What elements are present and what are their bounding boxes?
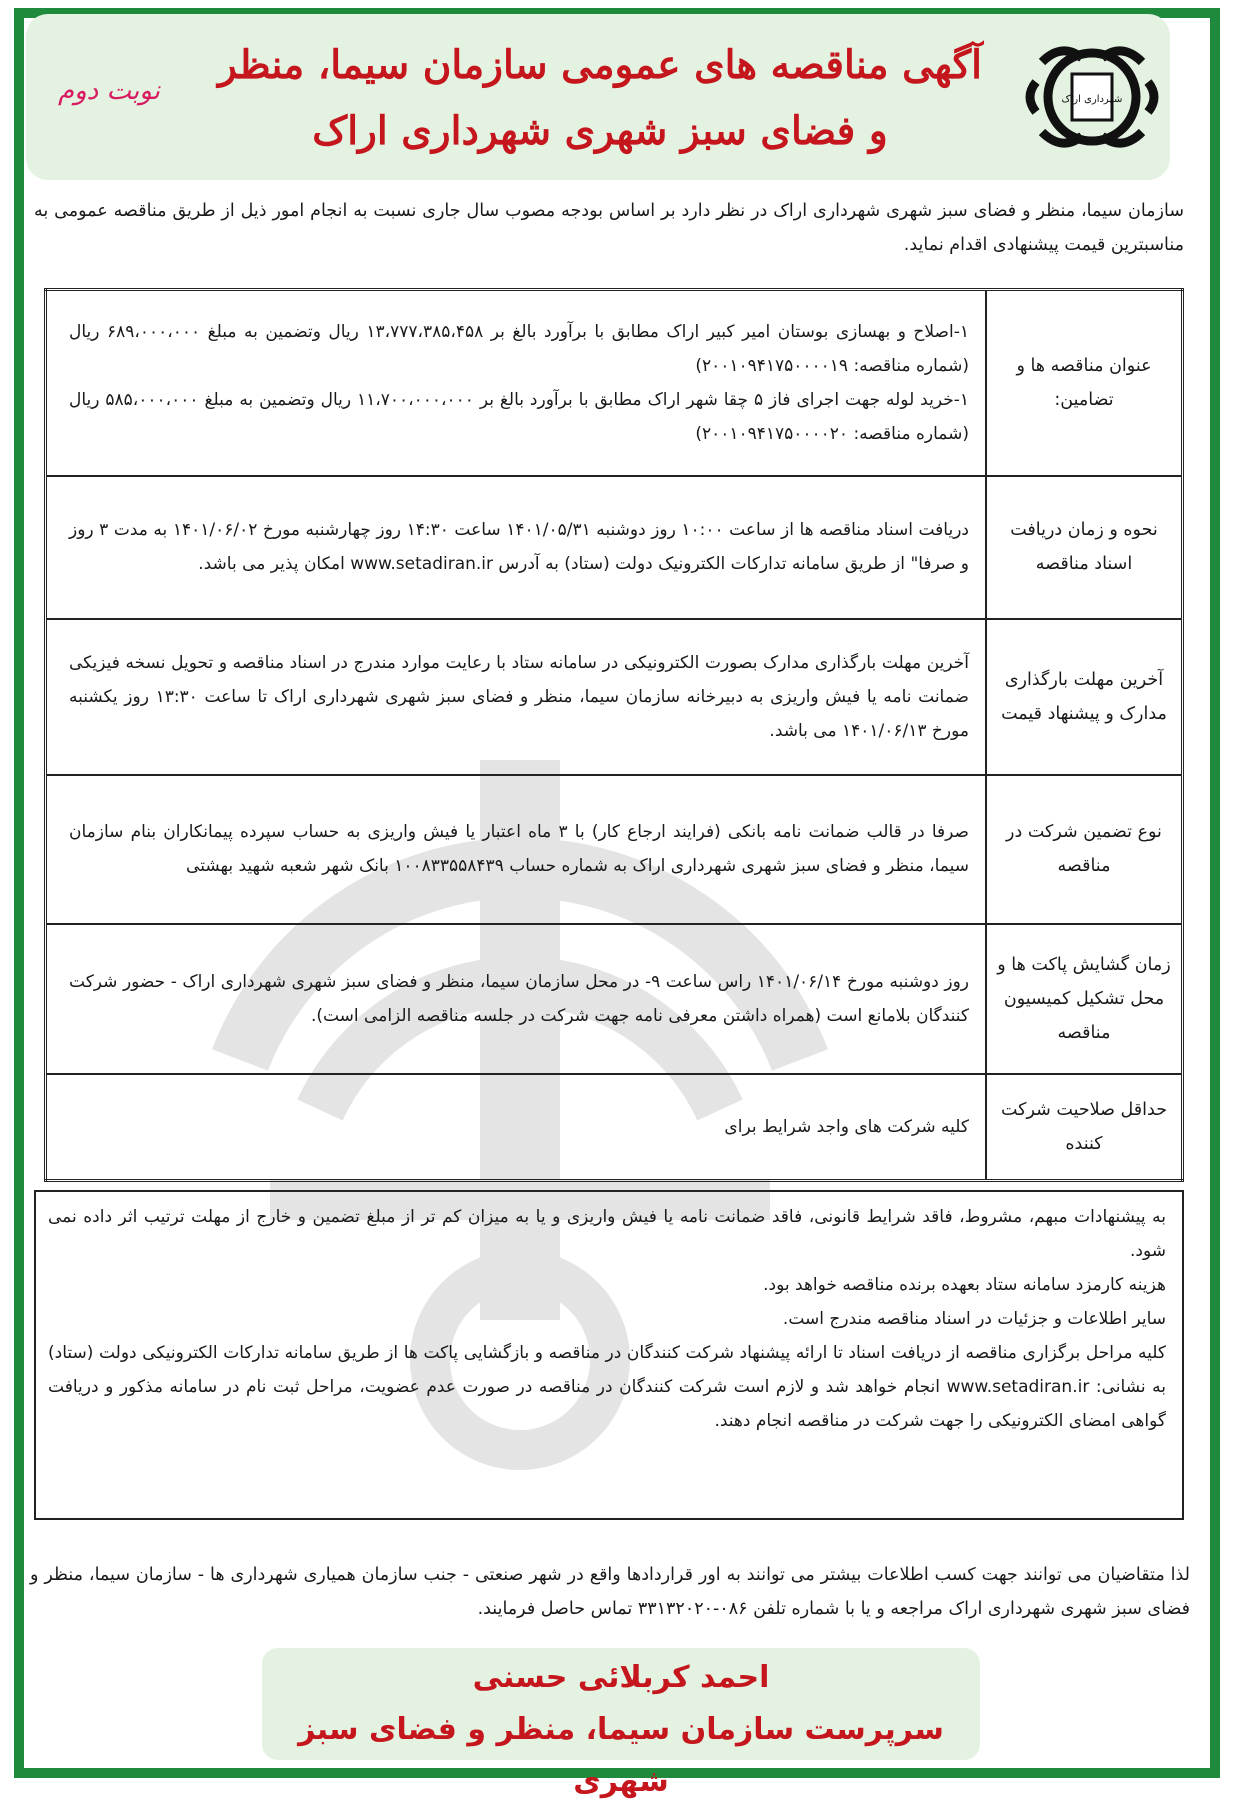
title-line-2: و فضای سبز شهری شهرداری اراک: [312, 108, 888, 154]
arak-municipality-logo: [1022, 32, 1162, 162]
note-item: سایر اطلاعات و جزئیات در اسناد مناقصه مندرج است.: [782, 1309, 1166, 1329]
intro-paragraph: سازمان سیما، منظر و فضای سبز شهری شهرداری اراک در نظر دارد بر اساس بودجه مصوب سال جاری نسبت به انجام امور ذیل از طریق مناقصه عمومی به مناسبترین قیمت پیشنهادی اقدام نماید.: [34, 201, 1184, 255]
tender-item-2: ۱-خرید لوله جهت اجرای فاز ۵ چقا شهر اراک مطابق با برآورد بالغ بر ۱۱،۷۰۰،۰۰۰،۰۰۰ ریال وتضمین به مبلغ ۵۸۵،۰۰۰،۰۰۰ ریال (شماره مناقصه: ۲۰۰۱۰۹۴۱۷۵۰۰۰۰۲۰): [69, 390, 969, 445]
signatory-name: احمد کربلائی حسنی: [472, 1660, 770, 1695]
contact-paragraph: لذا متقاضیان می توانند جهت کسب اطلاعات بیشتر می توانند به اور قراردادها واقع در شهر صنعتی - جنب سازمان همیاری شهرداری ها - سازمان سیما، منظر و فضای سبز شهری شهرداری اراک مراجعه و یا با شماره تلفن ۰۸۶-۳۳۱۳۲۰۲۰ تماس حاصل فرمایند.: [30, 1565, 1190, 1619]
row-content: روز دوشنبه مورخ ۱۴۰۱/۰۶/۱۴ راس ساعت ۹- در محل سازمان سیما، منظر و فضای سبز شهری شهرداری اراک - حضور شرکت کنندگان بلامانع است (همراه داشتن معرفی نامه جهت شرکت در جلسه مناقصه الزامی است).: [46, 924, 987, 1075]
row-content: صرفا در قالب ضمانت نامه بانکی (فرایند ارجاع کار) با ۳ ماه اعتبار یا فیش واریزی به حساب سپرده پیمانکاران بنام سازمان سیما، منظر و فضای سبز شهری شهرداری اراک به شماره حساب ۱۰۰۸۳۳۵۵۸۴۳۹ بانک شهر شعبه شهید بهشتی: [46, 775, 987, 924]
row-content: کلیه شرکت های واجد شرایط برای: [46, 1074, 987, 1180]
row-label: نوع تضمین شرکت در مناقصه: [986, 775, 1183, 924]
table-row: [46, 290, 1183, 477]
tender-details-table: [44, 288, 1184, 1182]
signature-box: [262, 1648, 980, 1799]
title-line-1: آگهی مناقصه های عمومی سازمان سیما، منظر: [217, 42, 983, 88]
table-row: [46, 476, 1183, 618]
logo-lettering: شهرداری اراک: [1061, 94, 1123, 105]
row-content: دریافت اسناد مناقصه ها از ساعت ۱۰:۰۰ روز دوشنبه ۱۴۰۱/۰۵/۳۱ ساعت ۱۴:۳۰ روز چهارشنبه مورخ ۱۴۰۱/۰۶/۰۲ به مدت ۳ روز و صرفا" از طریق سامانه تدارکات الکترونیک دولت (ستاد) به آدرس www.setadiran.ir امکان پذیر می باشد.: [46, 476, 987, 618]
table-row: [46, 1074, 1183, 1180]
tender-item-1: ۱-اصلاح و بهسازی بوستان امیر کبیر اراک مطابق با برآورد بالغ بر ۱۳،۷۷۷،۳۸۵،۴۵۸ ریال وتضمین به مبلغ ۶۸۹،۰۰۰،۰۰۰ ریال (شماره مناقصه: ۲۰۰۱۰۹۴۱۷۵۰۰۰۰۱۹): [69, 322, 969, 377]
row-label: آخرین مهلت بارگذاری مدارک و پیشنهاد قیمت: [986, 619, 1183, 776]
header-banner: [26, 14, 1170, 180]
row-label: زمان گشایش پاکت ها و محل تشکیل کمیسیون مناقصه: [986, 924, 1183, 1075]
row-label: عنوان مناقصه ها و تضامین:: [986, 290, 1183, 477]
table-row: [46, 775, 1183, 924]
row-content: [46, 290, 987, 477]
table-row: [46, 924, 1183, 1075]
signatory-role: سرپرست سازمان سیما، منظر و فضای سبز شهری: [298, 1712, 944, 1799]
publication-turn: نوبت دوم: [58, 76, 160, 106]
terms-notes: [34, 1190, 1184, 1520]
note-item: به پیشنهادات مبهم، مشروط، فاقد شرایط قانونی، فاقد ضمانت نامه یا فیش واریزی و یا به میزان کم تر از مبلغ تضمین و خارج از مهلت ترتیب اثر داده نمی شود.: [48, 1207, 1166, 1261]
row-content: آخرین مهلت بارگذاری مدارک بصورت الکترونیکی در سامانه ستاد با رعایت موارد مندرج در اسناد مناقصه و تحویل نسخه فیزیکی ضمانت نامه یا فیش واریزی به دبیرخانه سازمان سیما، منظر و فضای سبز شهری شهرداری اراک تا ساعت ۱۳:۳۰ روز یکشنبه مورخ ۱۴۰۱/۰۶/۱۳ می باشد.: [46, 619, 987, 776]
notice-title: [200, 32, 1000, 164]
note-item: کلیه مراحل برگزاری مناقصه از دریافت اسناد تا ارائه پیشنهاد شرکت کنندگان در مناقصه و بازگشایی پاکت ها از طریق سامانه تدارکات الکترونیکی دولت (ستاد) به نشانی: www.setadiran.ir انجام خواهد شد و لازم است شرکت کنندگان در مناقصه در صورت عدم عضویت، مراحل ثبت نام در سامانه مذکور و دریافت گواهی امضای الکترونیکی را جهت شرکت در مناقصه انجام دهند.: [48, 1343, 1166, 1431]
table-row: [46, 619, 1183, 776]
row-label: نحوه و زمان دریافت اسناد مناقصه: [986, 476, 1183, 618]
note-item: هزینه کارمزد سامانه ستاد بعهده برنده مناقصه خواهد بود.: [763, 1275, 1166, 1295]
row-label: حداقل صلاحیت شرکت کننده: [986, 1074, 1183, 1180]
